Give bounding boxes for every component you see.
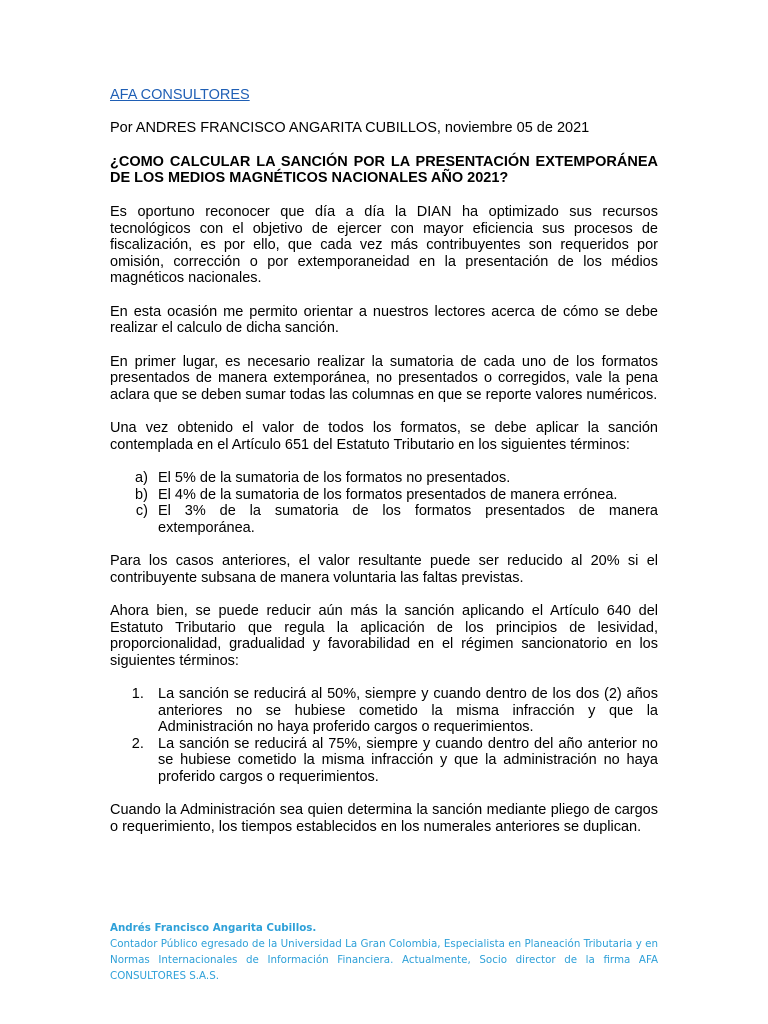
intro-paragraph-1: Es oportuno reconocer que día a día la DIAN ha optimizado sus recursos tecnológicos con el objetivo de ejercer con mayor eficiencia sus procesos de fiscalización, es por ello, que cada vez más contribuyentes son requeridos por omisión, corrección o por extemporaneidad en la presentación de los médios magnéticos nacionales. [110,204,658,286]
reduction-rules-list [110,686,658,785]
list-item: c. El 3% de la sumatoria de los formatos presentados de manera extemporánea. [156,503,658,536]
final-paragraph: Cuando la Administración sea quien determina la sanción mediante pliego de cargos o requerimiento, los tiempos establecidos en los numerales anteriores se duplican. [110,802,658,835]
author-footer [110,920,658,984]
article-title: ¿COMO CALCULAR LA SANCIÓN POR LA PRESENTACIÓN EXTEMPORÁNEA DE LOS MEDIOS MAGNÉTICOS NACIONALES AÑO 2021? [110,154,658,186]
list-item: a. El 5% de la sumatoria de los formatos no presentados. [156,470,658,487]
middle-paragraph-1: Para los casos anteriores, el valor resultante puede ser reducido al 20% si el contribuyente subsana de manera voluntaria las faltas previstas. [110,553,658,586]
list-item: 1. La sanción se reducirá al 50%, siempre y cuando dentro de los dos (2) años anteriores no se hubiese cometido la misma infracción y que la Administración no haya proferido cargos o requerimientos. [156,686,658,736]
list-item: b. El 4% de la sumatoria de los formatos presentados de manera errónea. [156,487,658,504]
intro-paragraph-3: En primer lugar, es necesario realizar la sumatoria de cada uno de los formatos presentados de manera extemporánea, no presentados o corregidos, vale la pena aclara que se deben sumar todas las columnas en que se reporte valores numéricos. [110,353,658,403]
intro-paragraph-2: En esta ocasión me permito orientar a nuestros lectores acerca de cómo se debe realizar el calculo de dicha sanción. [110,303,658,336]
middle-paragraph-2: Ahora bien, se puede reducir aún más la sanción aplicando el Artículo 640 del Estatuto Tributario que regula la aplicación de los principios de lesividad, proporcionalidad, gradualidad y favorabilidad en el régimen sancionatorio en los siguientes términos: [110,603,658,669]
footer-author-name: Andrés Francisco Angarita Cubillos. [110,922,317,934]
author-byline: Por ANDRES FRANCISCO ANGARITA CUBILLOS, noviembre 05 de 2021 [110,120,590,136]
list-item: 2. La sanción se reducirá al 75%, siempre y cuando dentro del año anterior no se hubiese cometido la misma infracción y que la administración no haya proferido cargos o requerimientos. [156,736,658,786]
afa-consultores-link[interactable]: AFA CONSULTORES [110,87,250,103]
sanction-percentages-list [110,470,658,536]
intro-paragraph-4: Una vez obtenido el valor de todos los formatos, se debe aplicar la sanción contemplada en el Artículo 651 del Estatuto Tributario en los siguientes términos: [110,420,658,453]
footer-author-bio: Contador Público egresado de la Universidad La Gran Colombia, Especialista en Planeación Tributaria y en Normas Internacionales de Información Financiera. Actualmente, Socio director de la firma AFA CONSULTORES S.A.S. [110,938,658,982]
